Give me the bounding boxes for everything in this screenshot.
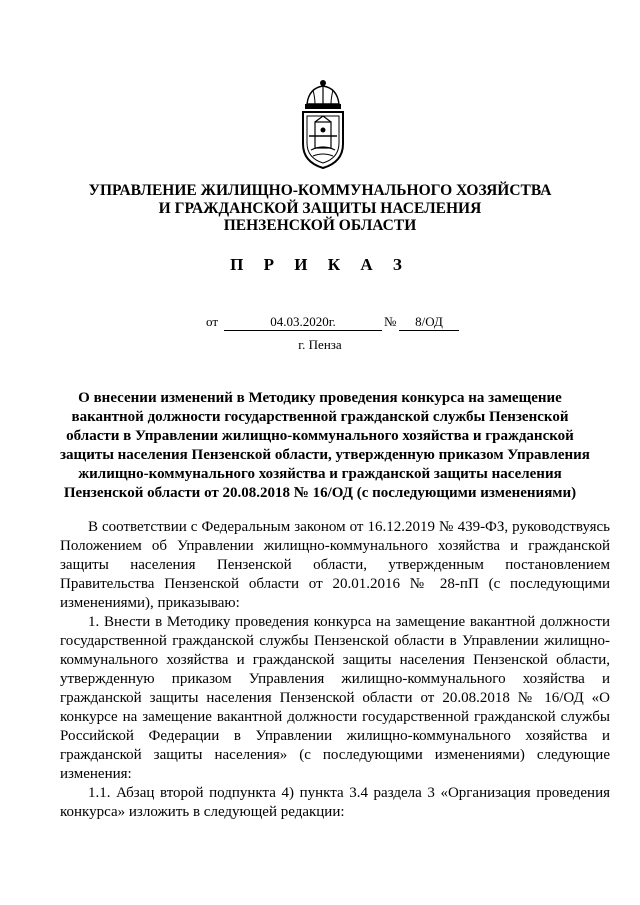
body-word: населения	[130, 557, 196, 573]
subject-line: вакантной должности государственной гражданской службы Пензенской	[71, 409, 569, 425]
coat-of-arms-icon	[295, 78, 351, 170]
order-subject	[60, 389, 590, 503]
org-line: И ГРАЖДАНСКОЙ ЗАЩИТЫ НАСЕЛЕНИЯ	[158, 199, 482, 217]
subject-line: области в Управлении жилищно-коммунального хозяйства и гражданской	[66, 428, 574, 444]
subject-line: О внесении изменений в Методику проведения конкурса на замещение	[78, 390, 562, 406]
org-line: ПЕНЗЕНСКОЙ ОБЛАСТИ	[223, 217, 417, 234]
order-number: 8/ОД	[399, 314, 459, 331]
subject-line: Пензенской области от 20.08.2018 № 16/ОД (с последующими изменениями)	[63, 485, 577, 501]
org-line: УПРАВЛЕНИЕ ЖИЛИЩНО-КОММУНАЛЬНОГО ХОЗЯЙСТВА	[88, 182, 552, 199]
body-line: конкурса» изложить в следующей редакции:	[60, 804, 345, 820]
document-type: П Р И К А З	[230, 255, 410, 274]
body-line: конкурсе на замещение вакантной должности государственной гражданской службы	[60, 709, 610, 725]
body-line: Правительства Пензенской области от 20.01.2016 № 28-пП (с последующими	[60, 576, 610, 592]
body-line: В соответствии с Федеральным законом от 16.12.2019 № 439-ФЗ, руководствуясь	[88, 519, 610, 535]
body-line: гражданской защиты населения Пензенской области от 20.08.2018 № 16/ОД «О	[60, 690, 610, 706]
body-line: утвержденную приказом Управления жилищно-коммунального хозяйства и	[60, 671, 610, 687]
body-line	[60, 556, 610, 575]
body-line: 1. Внести в Методику проведения конкурса на замещение вакантной должности	[88, 614, 610, 630]
date-prefix: от	[206, 314, 219, 329]
body-line: гражданской защиты населения» (с последующими изменениями) следующие	[60, 747, 610, 763]
body-word: Пензенской	[216, 557, 292, 573]
subject-line: защиты населения Пензенской области, утвержденную приказом Управления	[60, 447, 590, 463]
number-sign: №	[384, 314, 397, 329]
body-line: коммунального хозяйства и гражданской защиты населения Пензенской области,	[60, 652, 610, 668]
body-word: утвержденным	[388, 557, 484, 573]
body-line: изменениями), приказываю:	[60, 595, 240, 611]
order-date: 04.03.2020г.	[224, 314, 382, 331]
body-line: государственной гражданской службы Пензенской области в Управлении жилищно-	[60, 633, 610, 649]
order-body	[60, 518, 610, 822]
body-line: изменения:	[60, 766, 132, 782]
body-line: 1.1. Абзац второй подпункта 4) пункта 3.4 раздела 3 «Организация проведения	[88, 785, 610, 801]
subject-line: жилищно-коммунального хозяйства и гражданской защиты населения	[78, 466, 562, 482]
body-word: постановлением	[505, 557, 610, 573]
body-word: области,	[313, 557, 367, 573]
body-line: Российской Федерации в Управлении жилищно-коммунального хозяйства и	[60, 728, 610, 744]
organization-title	[40, 182, 600, 235]
city: г. Пенза	[298, 337, 342, 352]
body-line: Положением об Управлении жилищно-коммунального хозяйства и гражданской	[60, 538, 610, 554]
body-word: защиты	[60, 557, 109, 573]
